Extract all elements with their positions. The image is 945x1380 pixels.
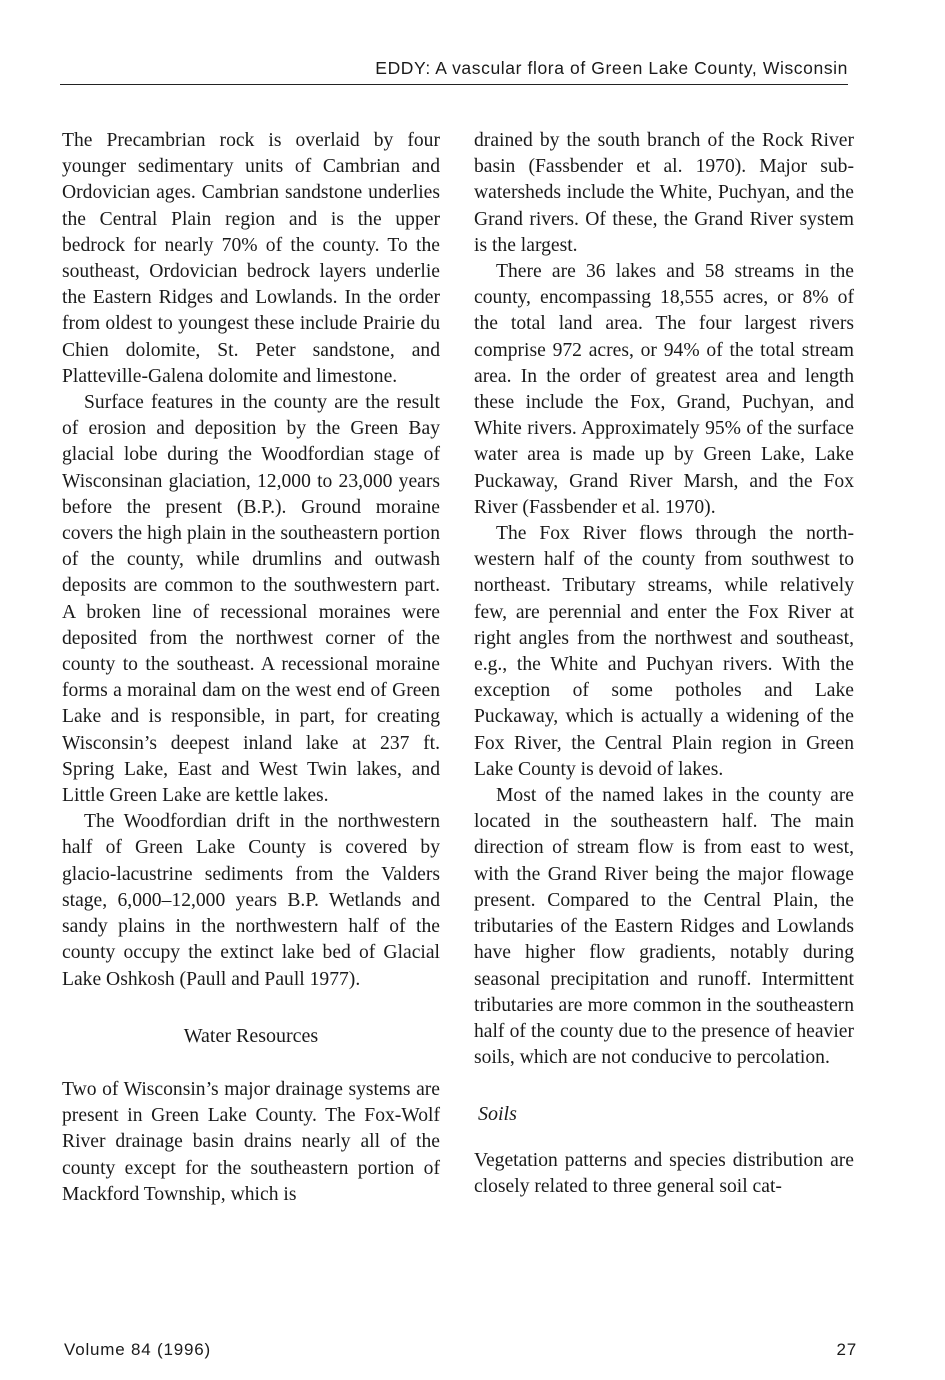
body-paragraph: Most of the named lakes in the county are located in the southeastern half. The main direction of stream flow is from east to west, with the Grand River being the major flowage present. Compared to the Central Plain, the tributaries of the Eastern Ridges and Lowlands have higher flow gradients, notably during seasonal precipitation and runoff. Intermittent tributaries are more common in the southeastern half of the county due to the presence of heavier soils, which are not conducive to percolation. [474,785,854,1069]
running-head: EDDY: A vascular flora of Green Lake County, Wisconsin [60,58,848,85]
body-paragraph: There are 36 lakes and 58 streams in the county, encompassing 18,555 acres, or 8% of the total land area. The four largest rivers comprise 972 acres, or 94% of the total stream area. In the order of greatest area and length these include the Fox, Grand, Puchyan, and White rivers. Approximately 95% of the surface water area is made up by Green Lake, Lake Puckaway, Grand River Marsh, and the Fox River (Fassbender et al. 1970). [474,261,854,518]
footer-volume: Volume 84 (1996) [64,1340,211,1359]
body-paragraph: Vegetation patterns and species distribution are closely related to three general soil cat- [474,1149,854,1197]
subsection-heading-soils: Soils [478,1103,517,1126]
page-number: 27 [836,1340,857,1359]
section-heading-water-resources: Water Resources [183,1024,319,1047]
left-column [62,128,440,1208]
body-paragraph: drained by the south branch of the Rock River basin (Fassbender et al. 1970). Major sub-watersheds include the White, Puchyan, and the Grand rivers. Of these, the Grand River system is the largest. [474,130,854,256]
body-paragraph: The Precambrian rock is overlaid by four younger sedimentary units of Cambrian and Ordovician ages. Cambrian sandstone underlies the Central Plain region and is the upper bedrock for nearly 70% of the county. To the southeast, Ordovician bedrock layers underlie the Eastern Ridges and Lowlands. In the order from oldest to youngest these include Prairie du Chien dolomite, St. Peter sandstone, and Platteville-Galena dolomite and limestone. [62,130,440,387]
body-paragraph: Two of Wisconsin’s major drainage systems are present in Green Lake County. The Fox-Wolf River drainage basin drains nearly all of the county except for the southeastern portion of Mackford Township, which is [62,1078,440,1205]
body-paragraph: Surface features in the county are the result of erosion and deposition by the Green Bay glacial lobe during the Woodfordian stage of Wisconsinan glaciation, 12,000 to 23,000 years before the present (B.P.). Ground moraine covers the high plain in the southeastern portion of the county, while drumlins and outwash deposits are common to the southwestern part. A broken line of recessional moraines were deposited from the northwest corner of the county to the southeast. A recessional moraine forms a morainal dam on the west end of Green Lake and is responsible, in part, for creating Wisconsin’s deepest inland lake at 237 ft. Spring Lake, East and West Twin lakes, and Little Green Lake are kettle lakes. [62,392,440,807]
body-paragraph: The Woodfordian drift in the northwestern half of Green Lake County is covered by glacio-lacustrine sediments from the Valders stage, 6,000–12,000 years B.P. Wetlands and sandy plains in the northwestern half of the county occupy the extinct lake bed of Glacial Lake Oshkosh (Paull and Paull 1977). [62,811,440,990]
body-paragraph: The Fox River flows through the northwestern half of the county from southwest to northeast. Tributary streams, while relatively few, are perennial and enter the Fox River at right angles from the northwest and southeast, e.g., the White and Puchyan rivers. With the exception of some potholes and Lake Puckaway, which is actually a widening of the Fox River, the Central Plain region in Green Lake County is devoid of lakes. [474,523,854,780]
right-column [474,128,854,1200]
